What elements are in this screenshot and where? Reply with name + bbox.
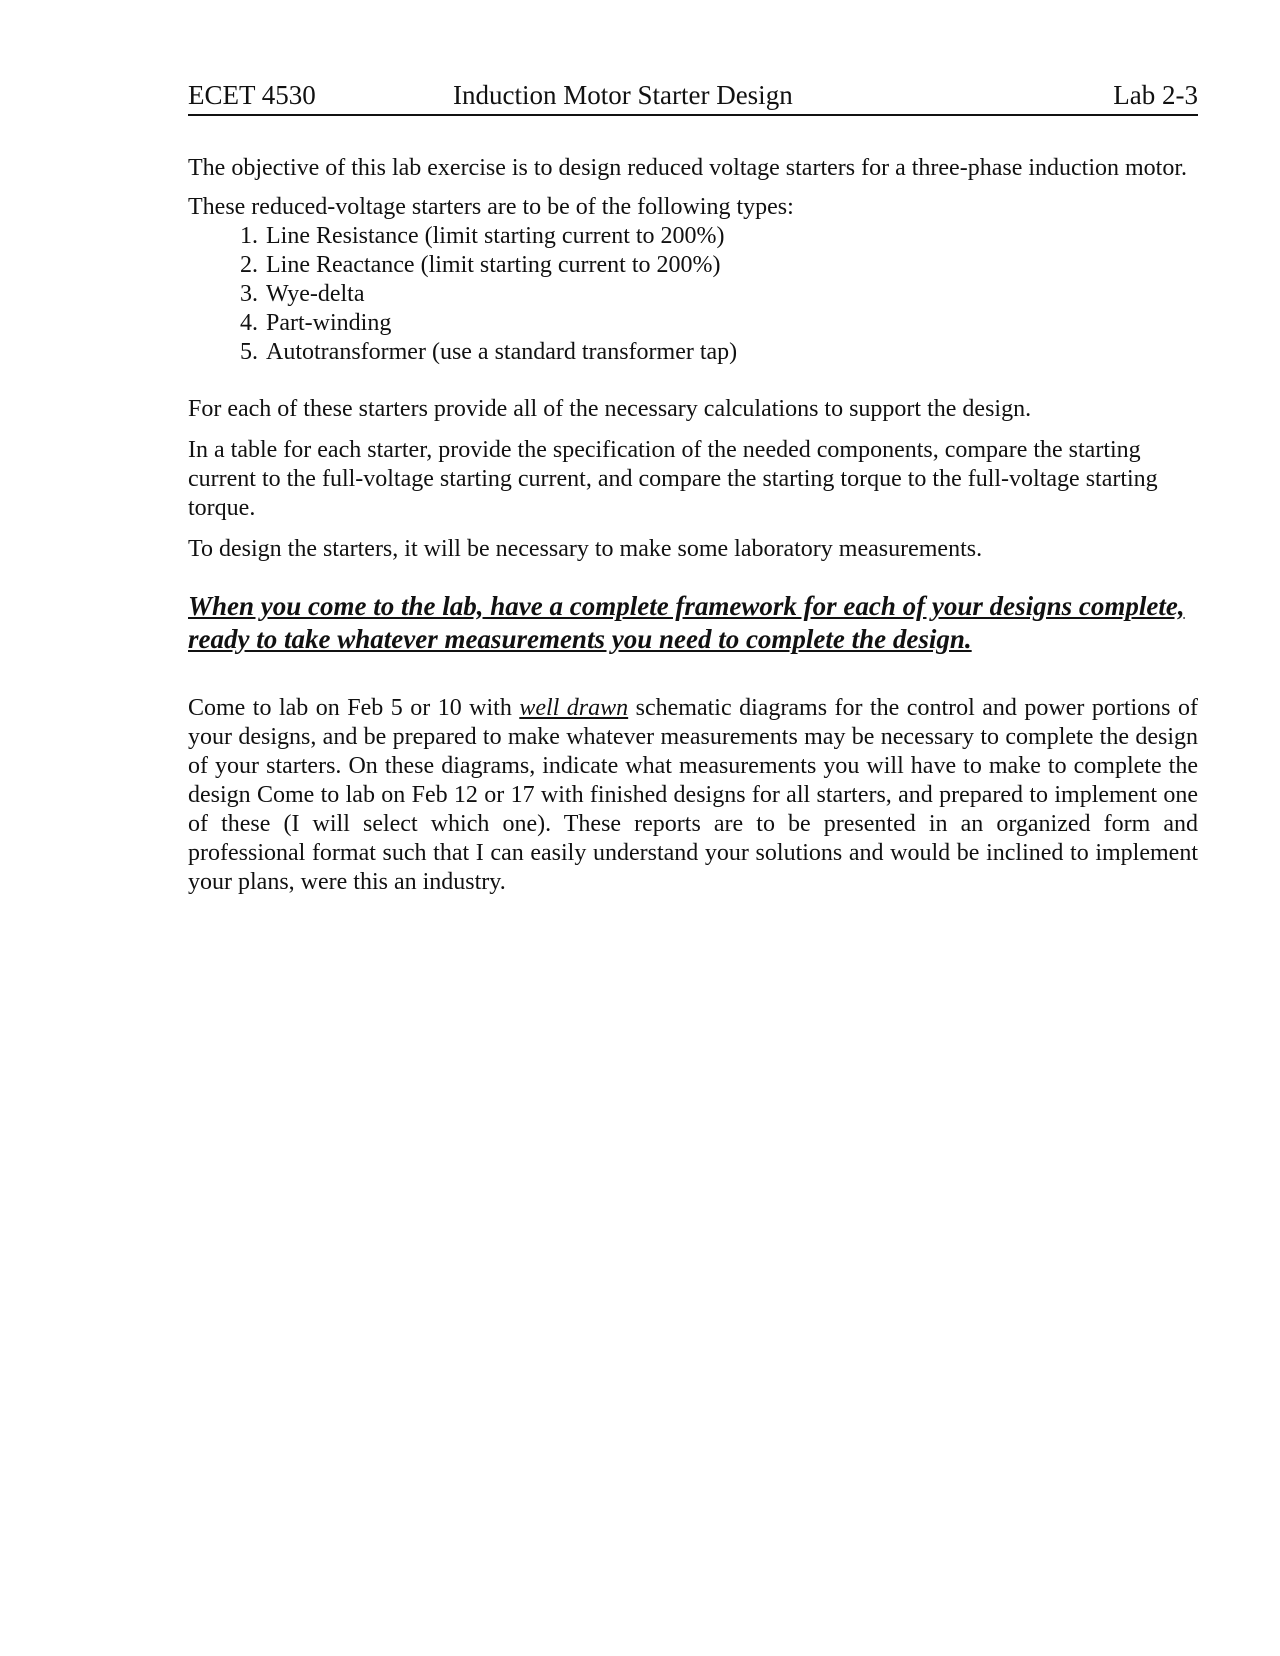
types-intro-paragraph: These reduced-voltage starters are to be of the following types:	[188, 194, 794, 220]
schedule-paragraph	[188, 694, 1198, 897]
emphasis-paragraph: When you come to the lab, have a complete framework for each of your designs complete, ready to take whatever measurements you need to complete the design.	[188, 591, 1185, 654]
course-code: ECET 4530	[188, 80, 316, 110]
list-item: 1. Line Resistance (limit starting current to 200%)	[264, 222, 1198, 251]
measurements-paragraph: To design the starters, it will be necessary to make some laboratory measurements.	[188, 536, 983, 562]
page-header	[188, 78, 1198, 116]
calculations-paragraph: For each of these starters provide all of the necessary calculations to support the design.	[188, 396, 1032, 422]
objective-paragraph: The objective of this lab exercise is to design reduced voltage starters for a three-phase induction motor.	[188, 155, 1187, 181]
schedule-text-end: schematic diagrams for the control and power portions of your designs, and be prepared to make whatever measurements may be necessary to complete the design of your starters. On these diagrams, indicate what measurements you will have to make to complete the design Come to lab on Feb 12 or 17 with finished designs for all starters, and prepared to implement one of these (I will select which one). These reports are to be presented in an organized form and professional format such that I can easily understand your solutions and would be inclined to implement your plans, were this an industry.	[188, 695, 1199, 895]
table-instructions-paragraph: In a table for each starter, provide the specification of the needed components, compare the starting current to the full-voltage starting current, and compare the starting torque to the full-voltage starting torque.	[188, 437, 1158, 521]
starter-types-list	[188, 222, 1198, 367]
document-page	[188, 78, 1198, 897]
lab-number: Lab 2-3	[1113, 80, 1198, 110]
list-item: 3. Wye-delta	[264, 280, 1198, 309]
schedule-text-start: Come to lab on Feb 5 or 10 with	[188, 695, 520, 721]
schedule-emphasis: well drawn	[519, 695, 629, 721]
list-item: 5. Autotransformer (use a standard transformer tap)	[264, 338, 1198, 367]
list-item: 2. Line Reactance (limit starting current to 200%)	[264, 251, 1198, 280]
list-item: 4. Part-winding	[264, 309, 1198, 338]
document-title: Induction Motor Starter Design	[453, 80, 793, 110]
